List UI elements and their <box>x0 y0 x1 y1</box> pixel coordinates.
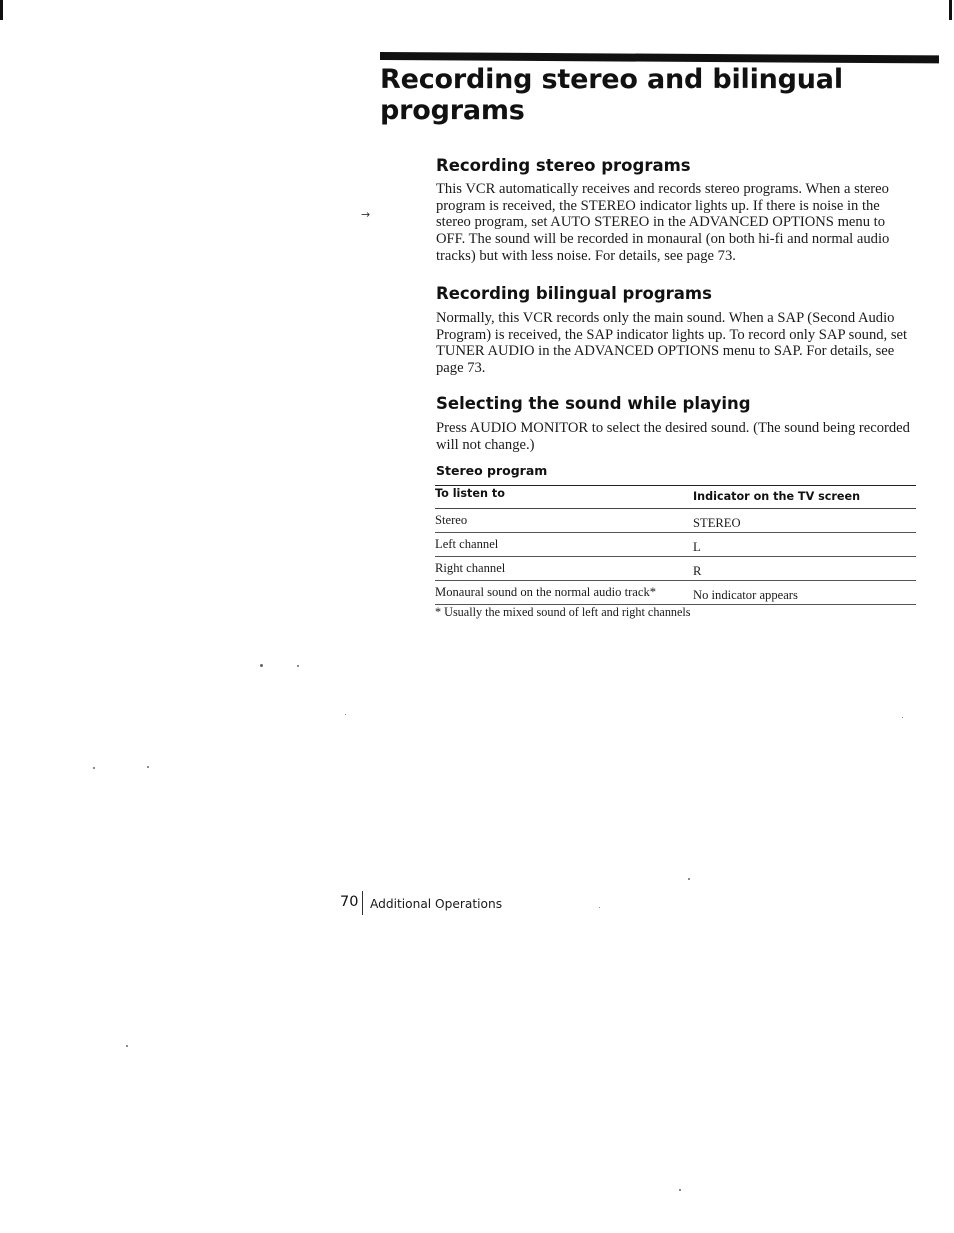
table-cell: No indicator appears <box>693 588 798 602</box>
scan-speck <box>93 767 95 769</box>
stereo-program-table <box>435 485 916 605</box>
page-title: Recording stereo and bilingual programs <box>380 64 843 126</box>
scan-speck <box>599 907 600 908</box>
section-body: This VCR automatically receives and records stereo programs. When a stereo program is received, the STEREO indicator lights up. If there is noise in the stereo program, set AUTO STEREO in the ADVANCED OPTIONS menu to OFF. The sound will be recorded in monaural (on both hi-fi and normal audio tracks) but with less noise. For details, see page 73. <box>436 181 890 264</box>
section-selecting-sound <box>436 394 916 453</box>
footer-divider <box>362 891 363 915</box>
scan-speck <box>297 665 299 667</box>
page-edge-mark-left <box>0 0 3 20</box>
column-header-indicator: Indicator on the TV screen <box>693 490 861 503</box>
page-number: 70 <box>340 894 359 910</box>
table-cell: Stereo <box>435 513 468 527</box>
section-recording-stereo <box>436 156 916 265</box>
scan-speck <box>688 878 690 880</box>
table-row <box>435 509 916 533</box>
section-heading: Selecting the sound while playing <box>436 394 751 413</box>
section-heading: Recording stereo programs <box>436 156 691 175</box>
scan-speck <box>902 717 903 718</box>
table-row <box>435 533 916 557</box>
table-cell: L <box>693 540 701 554</box>
table-cell: R <box>693 564 702 578</box>
footer-section-name: Additional Operations <box>370 897 503 911</box>
scan-speck <box>147 766 149 768</box>
section-recording-bilingual <box>436 284 916 377</box>
margin-arrow-icon: → <box>361 208 371 221</box>
scan-speck <box>260 664 263 667</box>
page-edge-mark-right <box>949 0 952 20</box>
table-cell: STEREO <box>693 516 741 530</box>
table-row <box>435 581 916 605</box>
table-header-row <box>435 486 916 509</box>
table-row <box>435 557 916 581</box>
scan-speck <box>679 1189 681 1191</box>
scan-speck <box>126 1045 128 1047</box>
table-cell: Monaural sound on the normal audio track* <box>435 585 657 599</box>
section-heading: Recording bilingual programs <box>436 284 712 303</box>
table-footnote: * Usually the mixed sound of left and right channels <box>435 605 691 619</box>
stereo-program-heading: Stereo program <box>436 463 548 478</box>
table-cell: Left channel <box>435 537 499 551</box>
section-body: Press AUDIO MONITOR to select the desired sound. (The sound being recorded will not change.) <box>436 420 910 453</box>
column-header-listen: To listen to <box>435 487 505 500</box>
scan-speck <box>345 714 346 715</box>
section-body: Normally, this VCR records only the main sound. When a SAP (Second Audio Program) is received, the SAP indicator lights up. To record only SAP sound, set TUNER AUDIO in the ADVANCED OPTIONS menu to SAP. For details, see page 73. <box>436 310 908 377</box>
title-rule <box>380 52 939 63</box>
table-cell: Right channel <box>435 561 506 575</box>
